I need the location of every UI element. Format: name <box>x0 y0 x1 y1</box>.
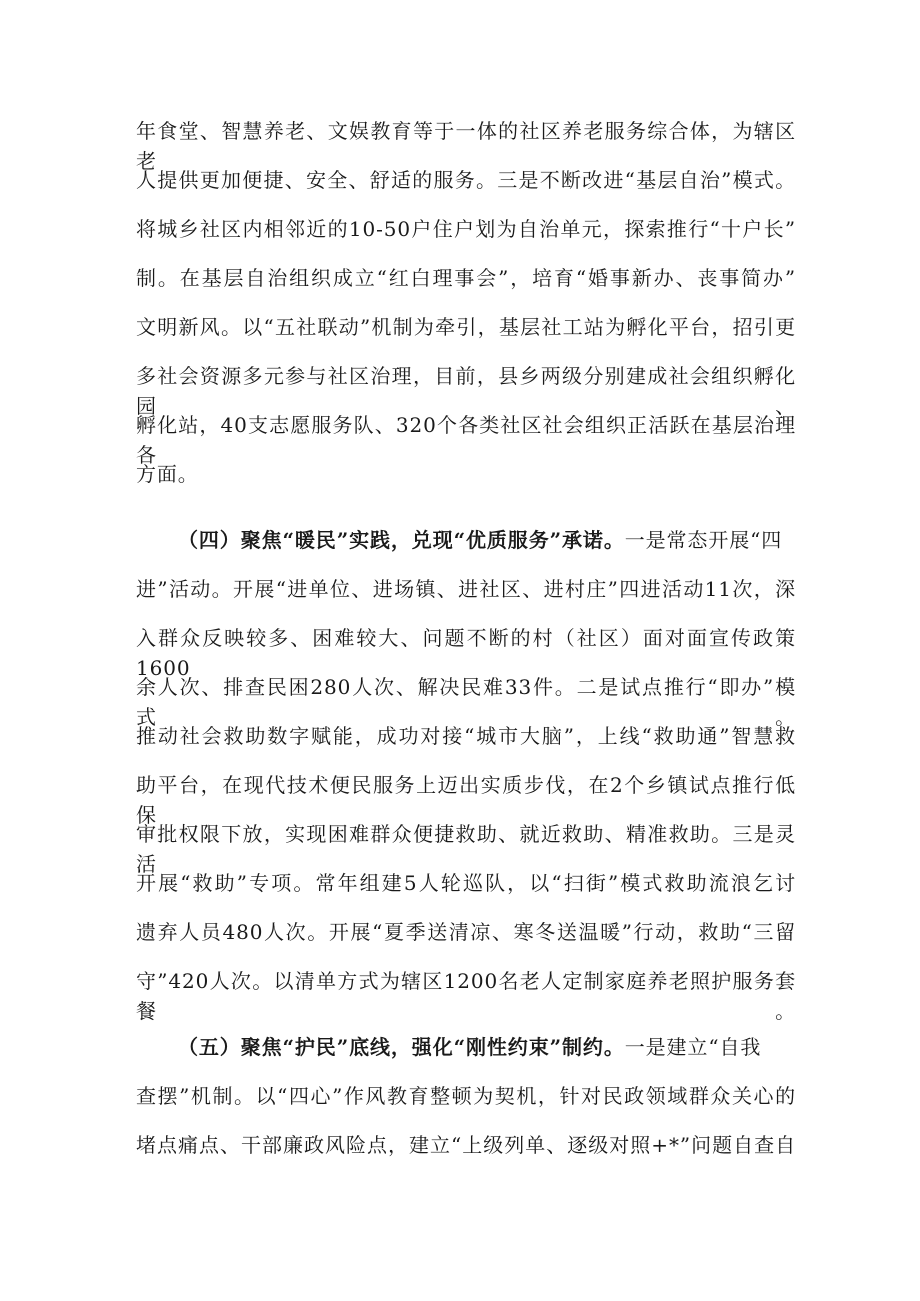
paragraph-3-first-line-rest: 一是建立“自我 <box>624 1035 762 1059</box>
paragraph-2-line-2: 进”活动。开展“进单位、进场镇、进社区、进村庄”四进活动11次，深 <box>136 577 796 601</box>
paragraph-1-line-2: 人提供更加便捷、安全、舒适的服务。三是不断改进“基层自治”模式。 <box>136 168 796 192</box>
paragraph-1-line-5: 文明新风。以“五社联动”机制为牵引，基层社工站为孵化平台，招引更 <box>136 315 796 339</box>
paragraph-2-line-6: 助平台，在现代技术便民服务上迈出实质步伐，在2个乡镇试点推行低保 <box>136 773 796 827</box>
paragraph-3-line-2: 查摆”机制。以“四心”作风教育整顿为契机，针对民政领域群众关心的 <box>136 1084 796 1108</box>
paragraph-2-line-10: 守”420人次。以清单方式为辖区1200名老人定制家庭养老照护服务套餐。 <box>136 969 796 1023</box>
paragraph-2-first-line <box>178 525 796 555</box>
paragraph-2-first-line-rest: 一是常态开展“四 <box>624 528 783 552</box>
paragraph-2-line-4: 余人次、排查民困280人次、解决民难33件。二是试点推行“即办”模式。 <box>136 675 796 729</box>
paragraph-3-line-3: 堵点痛点、干部廉政风险点，建立“上级列单、逐级对照+*”问题自查自 <box>136 1133 796 1157</box>
paragraph-2-line-5: 推动社会救助数字赋能，成功对接“城市大脑”，上线“救助通”智慧救 <box>136 724 796 748</box>
paragraph-1-line-3: 将城乡社区内相邻近的10-50户住户划为自治单元，探索推行“十户长” <box>136 217 796 241</box>
paragraph-2-line-3: 入群众反映较多、困难较大、问题不断的村（社区）面对面宣传政策1600 <box>136 626 796 680</box>
paragraph-1-line-1: 年食堂、智慧养老、文娱教育等于一体的社区养老服务综合体，为辖区老 <box>136 119 796 173</box>
paragraph-2-line-7: 审批权限下放，实现困难群众便捷救助、就近救助、精准救助。三是灵活 <box>136 822 796 876</box>
paragraph-1-line-8: 方面。 <box>136 462 199 486</box>
paragraph-2-line-8: 开展“救助”专项。常年组建5人轮巡队，以“扫街”模式救助流浪乞讨 <box>136 871 796 895</box>
section-5-heading: （五）聚焦“护民”底线，强化“刚性约束”制约。 <box>178 1035 625 1059</box>
paragraph-1-line-4: 制。在基层自治组织成立“红白理事会”，培育“婚事新办、丧事简办” <box>136 266 796 290</box>
paragraph-3-first-line <box>178 1032 796 1062</box>
paragraph-1-line-6: 多社会资源多元参与社区治理，目前，县乡两级分别建成社会组织孵化园、 <box>136 364 796 418</box>
paragraph-1-line-7: 孵化站，40支志愿服务队、320个各类社区社会组织正活跃在基层治理各 <box>136 413 796 467</box>
section-4-heading: （四）聚焦“暖民”实践，兑现“优质服务”承诺。 <box>178 528 625 552</box>
paragraph-2-line-9: 遗弃人员480人次。开展“夏季送清凉、寒冬送温暖”行动，救助“三留 <box>136 920 796 944</box>
